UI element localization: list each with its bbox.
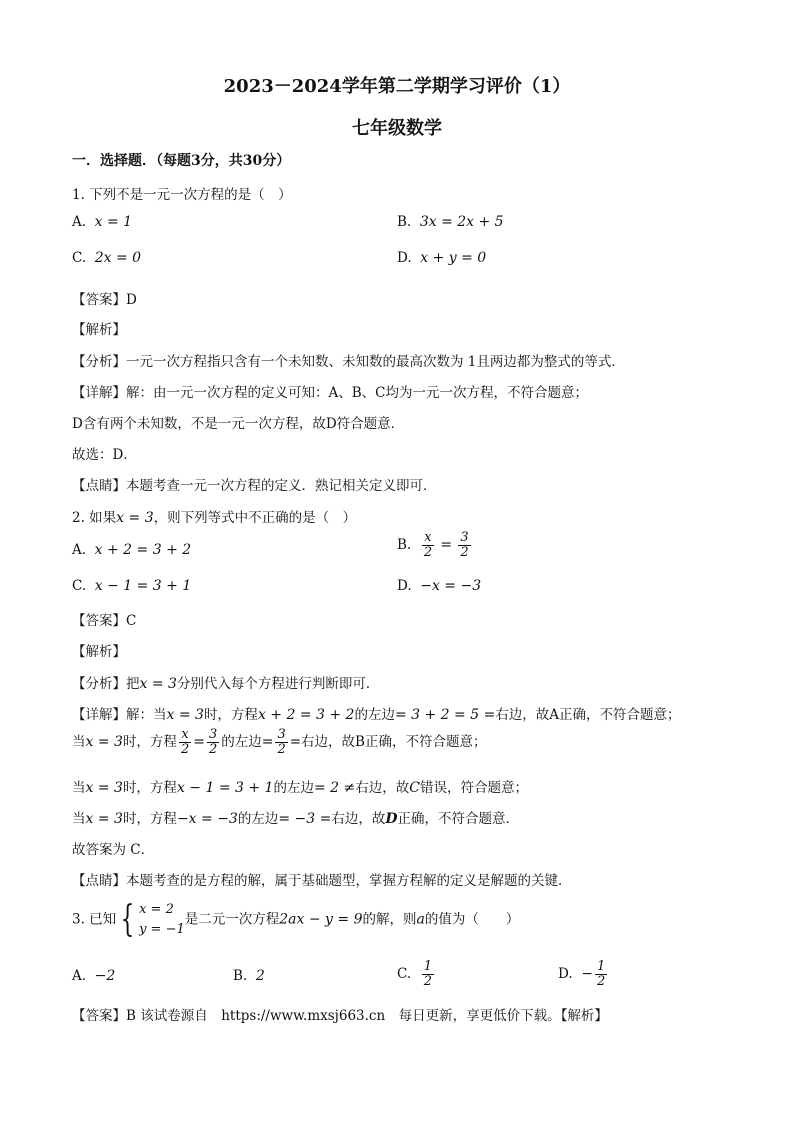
q3-option-c: [397, 960, 436, 989]
q3-option-b-text: 2: [255, 968, 265, 984]
q2-option-b-eq: =: [440, 537, 453, 553]
q3-option-d: [558, 960, 609, 989]
q2-fenxi: 【分析】把x = 3分别代入每个方程进行判断即可．: [72, 676, 380, 692]
q2-option-a-text: x + 2 = 3 + 2: [94, 542, 192, 558]
q2-option-d-text: −x = −3: [420, 578, 482, 594]
q3-option-a-label: A.: [72, 968, 87, 984]
page-title: 2023－2024学年第二学期学习评价（1）: [223, 76, 571, 97]
q3-answer-line: [72, 1004, 608, 1024]
source-note: 该试卷源自 https://www.mxsj663.cn 每日更新，享更低价下载。: [140, 1008, 561, 1024]
q2-option-b: [397, 531, 473, 560]
q1-option-a-label: A.: [72, 214, 87, 230]
q2-stem-b: ，则下列等式中不正确的是（ ）: [153, 510, 357, 526]
q2-dianjing: 【点睛】本题考查的是方程的解，属于基础题型，掌握方程解的定义是解题的关键．: [72, 873, 572, 889]
q1-option-b-text: 3x = 2x + 5: [419, 214, 504, 230]
q3-option-a: [72, 968, 115, 984]
q1-option-a-text: x = 1: [94, 214, 133, 230]
q2-fenxi-math: x = 3: [139, 676, 177, 692]
q2-stem-a: 2. 如果: [72, 510, 117, 526]
q1-xiangjie-2: D含有两个未知数，不是一元一次方程，故D符合题意．: [72, 416, 405, 432]
q3-system-brace: {: [120, 899, 135, 940]
q3-stem-math: 2ax − y = 9: [279, 911, 363, 928]
q3-option-d-frac: $\frac{1}{2}$: [596, 959, 606, 989]
q3-option-b-label: B.: [233, 968, 248, 984]
q2-stem: [72, 506, 356, 526]
q2-option-a-label: A.: [72, 542, 87, 558]
q2-detail-line-3: 当x = 3时，方程x − 1 = 3 + 1的左边= 2 ≠右边，故C错误，符合题意；: [72, 780, 528, 796]
q1-analysis-tag: 【解析】: [72, 322, 126, 338]
q1-answer: 【答案】D: [72, 292, 137, 308]
q1-option-c: [72, 250, 141, 266]
q1-stem: 1. 下列不是一元一次方程的是（ ）: [72, 187, 292, 203]
q2-detail-frac-1: $\frac{x}{2}$: [180, 727, 190, 757]
q1-option-a: [72, 214, 132, 230]
q3-stem-var: a: [416, 911, 425, 928]
q2-option-c: [72, 578, 191, 594]
q2-option-c-text: x − 1 = 3 + 1: [94, 578, 192, 594]
q3-stem: 3. 已知 { x = 2 y = −1 是二元一次方程2ax − y = 9的解，则a的值为（ ）: [72, 899, 520, 940]
q1-option-b-label: B.: [397, 214, 412, 230]
q1-option-c-text: 2x = 0: [94, 250, 142, 266]
q2-detail-line-2: 当x = 3时，方程 $\frac{x}{2}$ = $\frac{3}{2}$ 的左边= $\frac{3}{2}$ =右边，故B正确，不符合题意；: [72, 727, 487, 757]
q3-option-b: [233, 968, 265, 984]
q2-option-a: [72, 542, 191, 558]
q2-detail-frac-2: $\frac{3}{2}$: [208, 727, 218, 757]
q3-stem-a: 3. 已知: [72, 911, 117, 928]
q1-option-d-text: x + y = 0: [420, 250, 487, 266]
q2-option-b-frac-left: $\frac{x}{2}$: [423, 530, 433, 560]
q3-option-d-label: D.: [558, 966, 573, 982]
q2-option-d-label: D.: [397, 578, 412, 594]
page-subtitle: 七年级数学: [352, 118, 442, 139]
q1-dianjing: 【点睛】本题考查一元一次方程的定义．熟记相关定义即可．: [72, 478, 437, 494]
q2-detail-line-4: 当x = 3时，方程−x = −3的左边= −3 =右边，故D正确，不符合题意．: [72, 811, 519, 827]
q2-conclusion: 故答案为 C．: [72, 842, 155, 858]
section-heading: 一．选择题．（每题3分，共30分）: [72, 153, 291, 169]
q2-answer: 【答案】C: [72, 613, 137, 629]
q3-option-a-text: −2: [94, 968, 116, 984]
q2-detail-frac-3: $\frac{3}{2}$: [277, 727, 286, 757]
q1-xiangjie: 【详解】解：由一元一次方程的定义可知：A、B、C均为一元一次方程，不符合题意；: [72, 385, 588, 401]
q3-option-d-sign: −: [581, 966, 593, 982]
q1-option-c-label: C.: [72, 250, 87, 266]
q3-analysis-tag: 【解析】: [560, 1008, 608, 1024]
q1-option-d: [397, 250, 486, 266]
q2-detail-line-1: 【详解】解：当x = 3时，方程x + 2 = 3 + 2的左边= 3 + 2 = 5 =右边，故A正确，不符合题意；: [72, 707, 681, 723]
q3-equation-system: x = 2 y = −1: [139, 902, 185, 937]
q3-option-c-frac: $\frac{1}{2}$: [423, 959, 433, 989]
q2-option-b-label: B.: [397, 537, 412, 553]
q3-stem-b: 是二元一次方程: [184, 911, 280, 928]
q1-option-d-label: D.: [397, 250, 412, 266]
q1-conclusion: 故选：D．: [72, 447, 137, 463]
q2-option-d: [397, 578, 481, 594]
q3-answer: 【答案】B: [72, 1008, 136, 1024]
q1-fenxi: 【分析】一元一次方程指只含有一个未知数、未知数的最高次数为 1且两边都为整式的等式．: [72, 354, 625, 370]
q2-stem-math: x = 3: [116, 510, 154, 526]
q3-option-c-label: C.: [397, 966, 412, 982]
q1-option-b: [397, 214, 504, 230]
q2-option-c-label: C.: [72, 578, 87, 594]
q2-analysis-tag: 【解析】: [72, 644, 126, 660]
q2-option-b-frac-right: $\frac{3}{2}$: [460, 530, 469, 560]
